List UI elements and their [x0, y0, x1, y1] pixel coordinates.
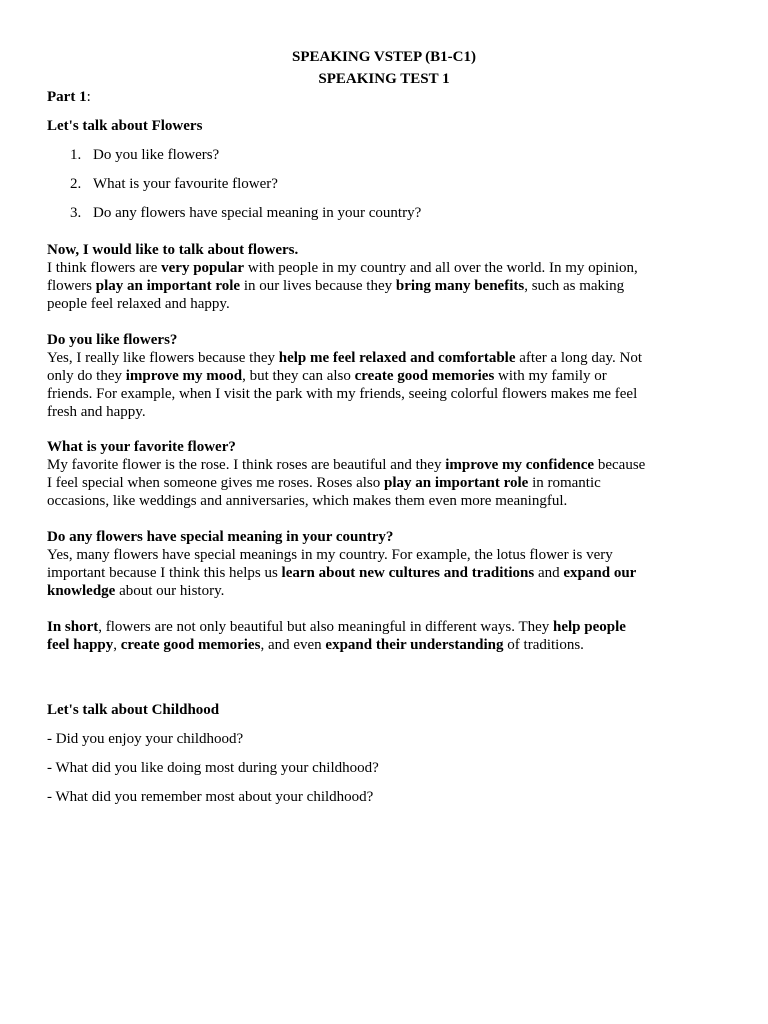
key-phrase: play an important role: [384, 475, 529, 491]
answer-line: [47, 474, 601, 492]
answer-heading: Do you like flowers?: [47, 332, 178, 348]
part-label: [47, 88, 91, 106]
text-run: with my family or: [494, 368, 607, 384]
text-run: flowers: [47, 278, 96, 294]
key-phrase: improve my confidence: [445, 457, 595, 473]
answer-line: people feel relaxed and happy.: [47, 296, 230, 312]
answer-line: fresh and happy.: [47, 404, 146, 420]
question-number: 2.: [70, 176, 82, 192]
question-number: 1.: [70, 147, 82, 163]
key-phrase: expand their understanding: [325, 637, 504, 653]
childhood-heading: Let's talk about Childhood: [47, 702, 220, 718]
key-phrase: help people: [553, 619, 626, 635]
text-run: only do they: [47, 368, 126, 384]
text-run: ,: [113, 637, 121, 653]
question-item: What is your favourite flower?: [93, 176, 278, 192]
question-item: Do any flowers have special meaning in your country?: [93, 205, 422, 221]
document-subtitle: SPEAKING TEST 1: [318, 71, 450, 87]
childhood-question: - What did you like doing most during your childhood?: [47, 760, 379, 776]
document-title: SPEAKING VSTEP (B1-C1): [292, 49, 476, 65]
answer-line: [47, 456, 645, 474]
answer-heading: Now, I would like to talk about flowers.: [47, 242, 299, 258]
question-number: 3.: [70, 205, 82, 221]
key-phrase: play an important role: [95, 278, 241, 294]
text-run: I feel special when someone gives me roses. Roses also: [47, 475, 384, 491]
text-run: because: [594, 457, 646, 473]
key-phrase: knowledge: [47, 583, 116, 599]
question-item: Do you like flowers?: [93, 147, 220, 163]
flowers-heading: Let's talk about Flowers: [47, 118, 203, 134]
text-run: , flowers are not only beautiful but also meaningful in different ways. They: [98, 619, 554, 635]
text-run: about our history.: [115, 583, 225, 599]
answer-line: Yes, many flowers have special meanings in my country. For example, the lotus flower is very: [47, 547, 613, 563]
childhood-question: - What did you remember most about your childhood?: [47, 789, 374, 805]
key-phrase: create good memories: [354, 368, 495, 384]
key-phrase: feel happy: [47, 637, 114, 653]
answer-line: occasions, like weddings and anniversaries, which makes them even more meaningful.: [47, 493, 568, 509]
childhood-question: - Did you enjoy your childhood?: [47, 731, 244, 747]
text-run: important because I think this helps us: [47, 565, 282, 581]
summary-line: [47, 636, 584, 654]
key-phrase: create good memories: [120, 637, 261, 653]
part-label-text: Part 1: [47, 89, 87, 105]
text-run: and: [534, 565, 564, 581]
text-run: , but they can also: [242, 368, 355, 384]
answer-line: [47, 259, 638, 277]
text-run: , such as making: [524, 278, 625, 294]
key-phrase: bring many benefits: [395, 278, 525, 294]
text-run: in romantic: [528, 475, 601, 491]
answer-line: friends. For example, when I visit the park with my friends, seeing colorful flowers makes me feel: [47, 386, 638, 402]
key-phrase: In short: [47, 619, 99, 635]
text-run: I think flowers are: [47, 260, 162, 276]
key-phrase: learn about new cultures and traditions: [281, 565, 535, 581]
text-run: , and even: [260, 637, 326, 653]
text-run: in our lives because they: [240, 278, 396, 294]
text-run: Yes, I really like flowers because they: [47, 350, 279, 366]
key-phrase: help me feel relaxed and comfortable: [278, 350, 516, 366]
summary-line: [47, 618, 626, 636]
text-run: after a long day. Not: [515, 350, 642, 366]
text-run: My favorite flower is the rose. I think roses are beautiful and they: [47, 457, 446, 473]
answer-line: [47, 564, 636, 582]
text-run: of traditions.: [503, 637, 584, 653]
answer-line: [47, 349, 642, 367]
answer-heading: Do any flowers have special meaning in your country?: [47, 529, 394, 545]
key-phrase: improve my mood: [125, 368, 243, 384]
key-phrase: expand our: [563, 565, 637, 581]
key-phrase: very popular: [161, 260, 245, 276]
answer-line: [47, 367, 607, 385]
text-run: with people in my country and all over the world. In my opinion,: [244, 260, 638, 276]
answer-line: [47, 277, 624, 295]
part-label-colon: :: [86, 89, 91, 105]
answer-heading: What is your favorite flower?: [47, 439, 236, 455]
answer-line: [47, 582, 224, 600]
